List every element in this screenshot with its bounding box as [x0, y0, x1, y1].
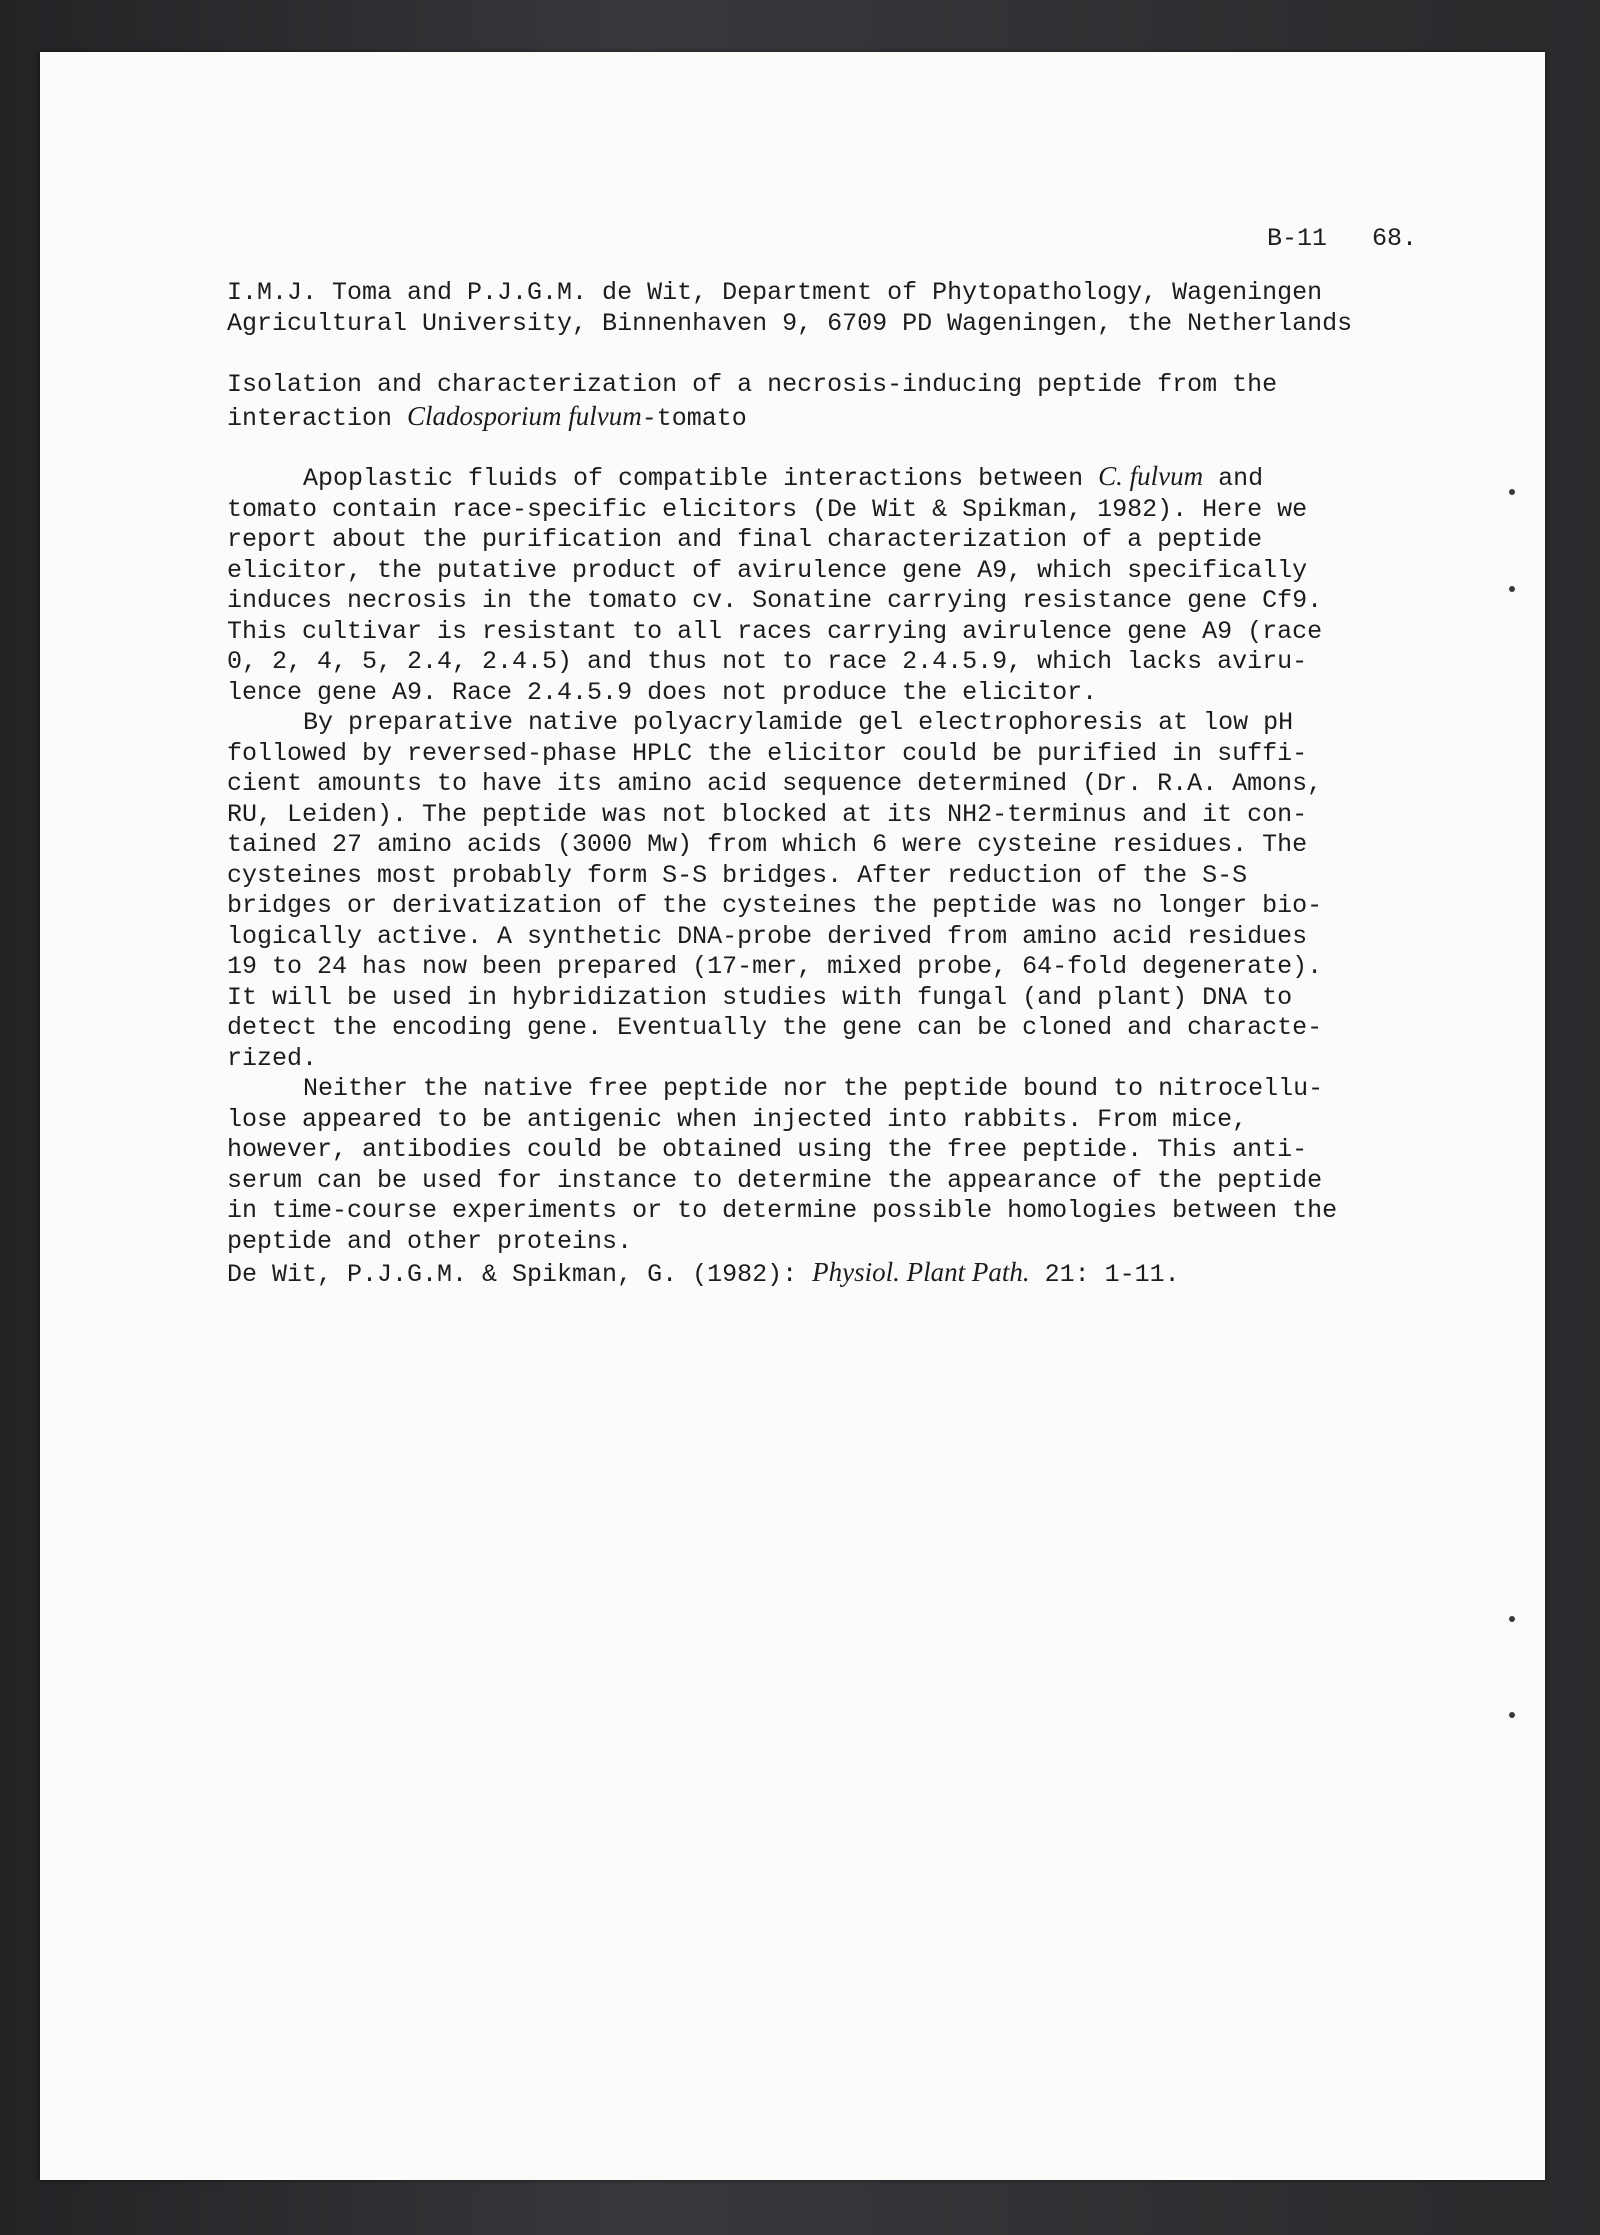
title-species: Cladosporium fulvum: [407, 400, 642, 431]
abstract-title: [227, 370, 1387, 434]
para2-line: followed by reversed-phase HPLC the elicitor could be purified in suffi-: [227, 738, 1308, 768]
para3-line: Neither the native free peptide nor the peptide bound to nitrocellu-: [303, 1074, 1324, 1103]
para1-line: report about the purification and final characterization of a peptide: [227, 525, 1263, 554]
para1-line: induces necrosis in the tomato cv. Sonatine carrying resistance gene Cf9.: [227, 586, 1323, 615]
para1-prefix: Apoplastic fluids of compatible interactions between: [303, 464, 1099, 493]
author-line-1: I.M.J. Toma and P.J.G.M. de Wit, Department of Phytopathology, Wageningen: [227, 278, 1323, 307]
para3-line: in time-course experiments or to determine possible homologies between the: [227, 1196, 1338, 1225]
para2-line: By preparative native polyacrylamide gel electrophoresis at low pH: [303, 708, 1294, 737]
page-number: 68.: [1371, 224, 1417, 253]
reference-authors: De Wit, P.J.G.M. & Spikman, G. (1982):: [227, 1260, 813, 1289]
para2-line: 19 to 24 has now been prepared (17-mer, mixed probe, 64-fold degenerate).: [227, 952, 1323, 981]
title-suffix: -tomato: [641, 403, 747, 433]
abstract-body: [227, 461, 1387, 1291]
margin-speck: [1509, 1712, 1515, 1718]
para1-species: C. fulvum: [1098, 461, 1204, 491]
para3-line: however, antibodies could be obtained using the free peptide. This anti-: [227, 1135, 1308, 1164]
para2-line: cysteines most probably form S-S bridges. After reduction of the S-S: [227, 860, 1248, 890]
para1-line: 0, 2, 4, 5, 2.4, 2.4.5) and thus not to race 2.4.5.9, which lacks aviru-: [227, 647, 1308, 676]
page-header: [1267, 224, 1417, 253]
section-code: B-11: [1266, 224, 1327, 253]
para2-line: RU, Leiden). The peptide was not blocked at its NH2-terminus and it con-: [227, 799, 1308, 829]
para1-line: elicitor, the putative product of avirulence gene A9, which specifically: [227, 555, 1308, 585]
para1-line-1: [227, 461, 1387, 495]
para1-line: tomato contain race-specific elicitors (De Wit & Spikman, 1982). Here we: [227, 494, 1308, 524]
author-line-2: Agricultural University, Binnenhaven 9, 6709 PD Wageningen, the Netherlands: [227, 308, 1353, 338]
margin-speck: [1509, 489, 1515, 495]
para2-line: bridges or derivatization of the cysteines the peptide was no longer bio-: [227, 891, 1323, 920]
title-line-1: Isolation and characterization of a necrosis-inducing peptide from the: [227, 370, 1278, 399]
para1-line: This cultivar is resistant to all races carrying avirulence gene A9 (race: [227, 616, 1323, 646]
para2-line: logically active. A synthetic DNA-probe derived from amino acid residues: [227, 921, 1308, 951]
document-page: [40, 52, 1545, 2180]
para2-line: It will be used in hybridization studies with fungal (and plant) DNA to: [227, 982, 1293, 1012]
para1-line: lence gene A9. Race 2.4.5.9 does not produce the elicitor.: [227, 677, 1098, 707]
para3-line: lose appeared to be antigenic when injected into rabbits. From mice,: [227, 1104, 1248, 1134]
reference-journal: Physiol. Plant Path.: [812, 1257, 1030, 1287]
author-affiliation: [227, 278, 1387, 339]
margin-speck: [1509, 1616, 1515, 1622]
para3-line: peptide and other proteins.: [227, 1226, 633, 1256]
para2-line: tained 27 amino acids (3000 Mw) from which 6 were cysteine residues. The: [227, 830, 1308, 859]
reference-volume: 21: 1-11.: [1029, 1260, 1180, 1289]
para2-line: cient amounts to have its amino acid sequence determined (Dr. R.A. Amons,: [227, 769, 1323, 798]
margin-speck: [1509, 586, 1515, 592]
para2-line: detect the encoding gene. Eventually the gene can be cloned and characte-: [227, 1013, 1323, 1042]
reference-line: [227, 1257, 1387, 1291]
para2-line: rized.: [227, 1043, 318, 1073]
title-line-2: [227, 401, 1387, 435]
para3-line: serum can be used for instance to determine the appearance of the peptide: [227, 1165, 1323, 1195]
para1-suffix: and: [1203, 464, 1264, 493]
title-prefix: interaction: [227, 403, 408, 433]
